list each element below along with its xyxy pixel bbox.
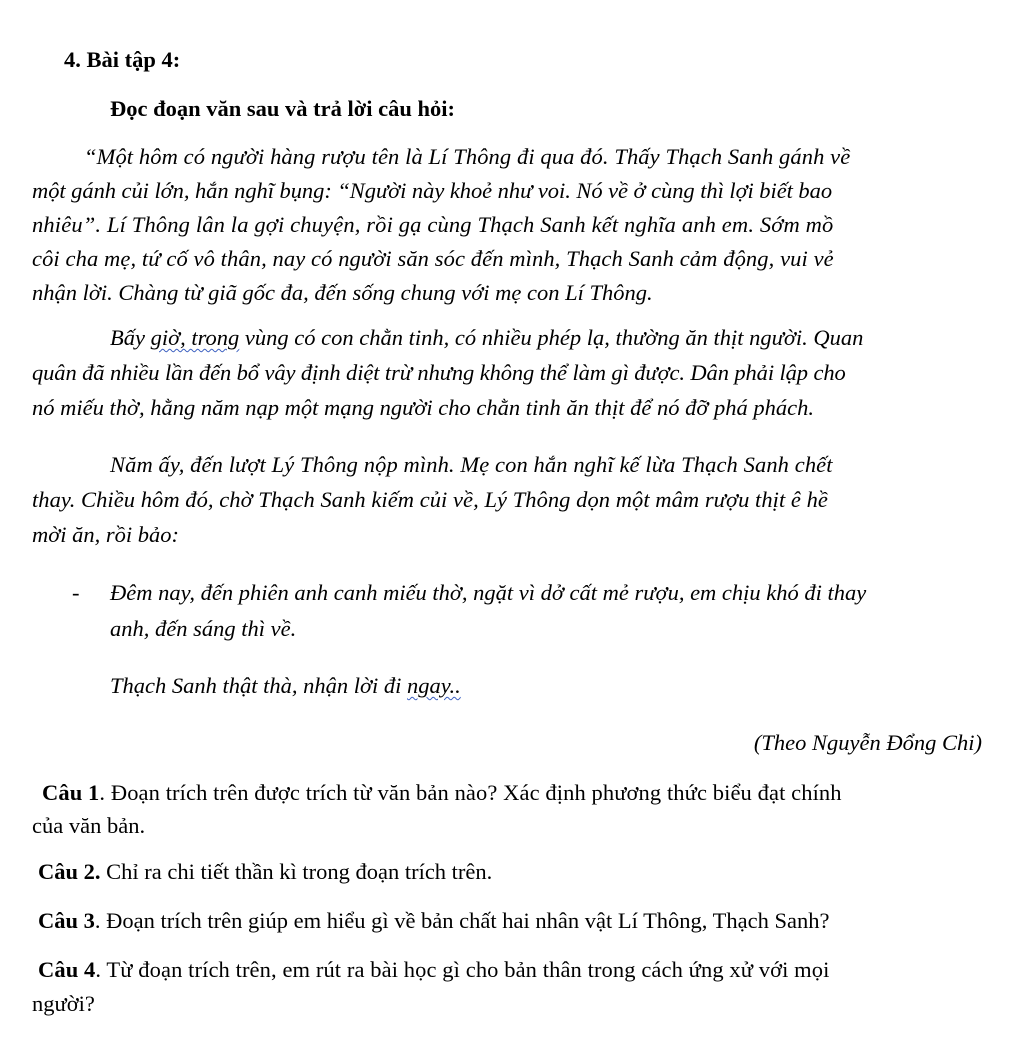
passage-line bbox=[110, 327, 863, 350]
passage-source: (Theo Nguyễn Đổng Chi) bbox=[753, 730, 982, 755]
passage-line bbox=[110, 675, 461, 698]
question-label: Câu 1 bbox=[42, 780, 100, 805]
passage-line: nhiêu”. Lí Thông lân la gợi chuyện, rồi gạ cùng Thạch Sanh kết nghĩa anh em. Sớm mồ bbox=[32, 212, 834, 237]
question-3 bbox=[38, 910, 829, 933]
dialogue-line: Đêm nay, đến phiên anh canh miếu thờ, ngặt vì dở cất mẻ rượu, em chịu khó đi thay bbox=[110, 580, 867, 605]
passage-line: “Một hôm có người hàng rượu tên là Lí Thông đi qua đó. Thấy Thạch Sanh gánh về bbox=[84, 144, 851, 169]
passage-line: nhận lời. Chàng từ giã gốc đa, đến sống chung với mẹ con Lí Thông. bbox=[32, 280, 653, 305]
question-label: Câu 2. bbox=[38, 859, 101, 884]
passage-text: vùng có con chằn tinh, có nhiều phép lạ, thường ăn thịt người. Quan bbox=[239, 325, 864, 350]
question-2 bbox=[38, 861, 492, 884]
passage-line: một gánh củi lớn, hắn nghĩ bụng: “Người này khoẻ như voi. Nó về ở cùng thì lợi biết bao bbox=[32, 178, 833, 203]
passage-line: côi cha mẹ, tứ cố vô thân, nay có người săn sóc đến mình, Thạch Sanh cảm động, vui vẻ bbox=[32, 246, 834, 271]
question-label: Câu 4 bbox=[38, 957, 96, 982]
grammar-underline: giờ, trong bbox=[150, 325, 240, 350]
passage-line: Năm ấy, đến lượt Lý Thông nộp mình. Mẹ con hắn nghĩ kế lừa Thạch Sanh chết bbox=[110, 452, 833, 477]
dialogue-dash: - bbox=[72, 580, 80, 605]
dialogue-line: anh, đến sáng thì về. bbox=[110, 616, 297, 641]
passage-text: Thạch Sanh thật thà, nhận lời đi bbox=[110, 673, 408, 698]
question-4-continued: người? bbox=[32, 991, 95, 1016]
passage-line: quân đã nhiều lần đến bổ vây định diệt trừ nhưng không thể làm gì được. Dân phải lập cho bbox=[32, 360, 846, 385]
exercise-instruction: Đọc đoạn văn sau và trả lời câu hỏi: bbox=[110, 96, 455, 121]
question-label: Câu 3 bbox=[38, 908, 95, 933]
exercise-heading: 4. Bài tập 4: bbox=[64, 47, 181, 72]
passage-line: nó miếu thờ, hằng năm nạp một mạng người cho chằn tinh ăn thịt để nó đỡ phá phách. bbox=[32, 395, 814, 420]
passage-line: mời ăn, rồi bảo: bbox=[32, 522, 180, 547]
question-1 bbox=[42, 782, 842, 805]
question-text: . Từ đoạn trích trên, em rút ra bài học gì cho bản thân trong cách ứng xử với mọi bbox=[95, 957, 830, 982]
question-4 bbox=[38, 959, 830, 982]
passage-line: thay. Chiều hôm đó, chờ Thạch Sanh kiếm củi về, Lý Thông dọn một mâm rượu thịt ê hề bbox=[32, 487, 828, 512]
question-text: Chỉ ra chi tiết thần kì trong đoạn trích trên. bbox=[100, 859, 493, 884]
question-text: . Đoạn trích trên được trích từ văn bản nào? Xác định phương thức biểu đạt chính bbox=[99, 780, 842, 805]
question-1-continued: của văn bản. bbox=[32, 813, 146, 838]
question-text: . Đoạn trích trên giúp em hiểu gì về bản chất hai nhân vật Lí Thông, Thạch Sanh? bbox=[94, 908, 830, 933]
passage-text: Bấy bbox=[110, 325, 151, 350]
grammar-underline: ngay.. bbox=[407, 673, 461, 698]
